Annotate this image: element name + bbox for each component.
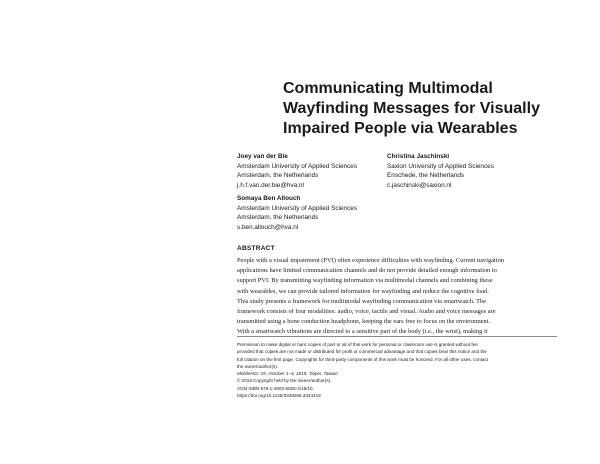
footnote-divider bbox=[237, 336, 557, 337]
copyright-footnote bbox=[237, 341, 557, 399]
author-affiliation: Amsterdam University of Applied Sciences bbox=[237, 162, 358, 170]
isbn-line: ACM ISBN 978-1-4503-6825-4/19/10. bbox=[237, 385, 314, 391]
copyright-line: © 2019 Copyright held by the owner/author(s). bbox=[237, 378, 332, 384]
paper-title bbox=[283, 79, 583, 139]
author-email[interactable]: s.ben.allouch@hva.nl bbox=[237, 223, 299, 231]
footnote-line: the owner/author(s). bbox=[237, 363, 279, 369]
abstract-line: support PVI. By transmitting wayfinding information via multimodal channels and combining these bbox=[237, 277, 493, 285]
author-location: Enschede, the Netherlands bbox=[387, 172, 465, 180]
abstract-heading: ABSTRACT bbox=[237, 245, 275, 252]
footnote-line: provided that copies are not made or distributed for profit or commercial advantage and that copies bear this notice and the bbox=[237, 349, 487, 355]
author-affiliation: Saxion University of Applied Sciences bbox=[387, 162, 494, 170]
footnote-line: full citation on the first page. Copyrights for third-party components of this work must be honored. For all other uses, contact bbox=[237, 356, 488, 362]
author-location: Amsterdam, the Netherlands bbox=[237, 172, 319, 180]
title-line: Communicating Multimodal bbox=[283, 80, 493, 97]
abstract-text bbox=[237, 256, 557, 338]
author-block bbox=[237, 194, 387, 232]
author-name: Somaya Ben Allouch bbox=[237, 195, 301, 202]
abstract-line: With a smartwatch vibrations are directed to a sensitive part of the body (i.e., the wrist), making it bbox=[237, 328, 488, 336]
title-line: Impaired People via Wearables bbox=[283, 120, 518, 137]
conference-line: MobileHCI '19, October 1–4, 2019, Taipei, Taiwan bbox=[237, 371, 338, 377]
abstract-line: This study presents a framework for multimodal wayfinding communication via smartwatch. The bbox=[237, 297, 487, 305]
abstract-line: applications have limited communication channels and do not provide detailed enough information to bbox=[237, 267, 497, 275]
author-block bbox=[237, 152, 387, 190]
author-name: Christina Jaschinski bbox=[387, 153, 450, 160]
author-email[interactable]: j.h.f.van.der.bie@hva.nl bbox=[237, 181, 304, 189]
title-line: Wayfinding Messages for Visually bbox=[283, 100, 540, 117]
author-email[interactable]: c.jaschinski@saxion.nl bbox=[387, 181, 452, 189]
author-affiliation: Amsterdam University of Applied Sciences bbox=[237, 204, 358, 212]
abstract-line: with wearables, we can provide tailored information for wayfinding and reduce the cognitive load. bbox=[237, 287, 489, 295]
doi-link[interactable]: https://doi.org/10.1145/3338286.3344419 bbox=[237, 393, 321, 399]
abstract-line: People with a visual impairment (PVI) often experience difficulties with wayfinding. Current navigation bbox=[237, 257, 504, 264]
author-block bbox=[387, 152, 537, 190]
abstract-line: transmitted using a bone conduction headphone, keeping the ears free to focus on the environment. bbox=[237, 318, 491, 326]
author-location: Amsterdam, the Netherlands bbox=[237, 214, 319, 222]
footnote-line: Permission to make digital or hard copies of part or all of this work for personal or classroom use is granted without fee bbox=[237, 342, 478, 347]
abstract-line: framework consists of four modalities: audio, voice, tactile and visual. Audio and voice messages are bbox=[237, 308, 496, 316]
author-name: Joey van der Bie bbox=[237, 153, 288, 160]
